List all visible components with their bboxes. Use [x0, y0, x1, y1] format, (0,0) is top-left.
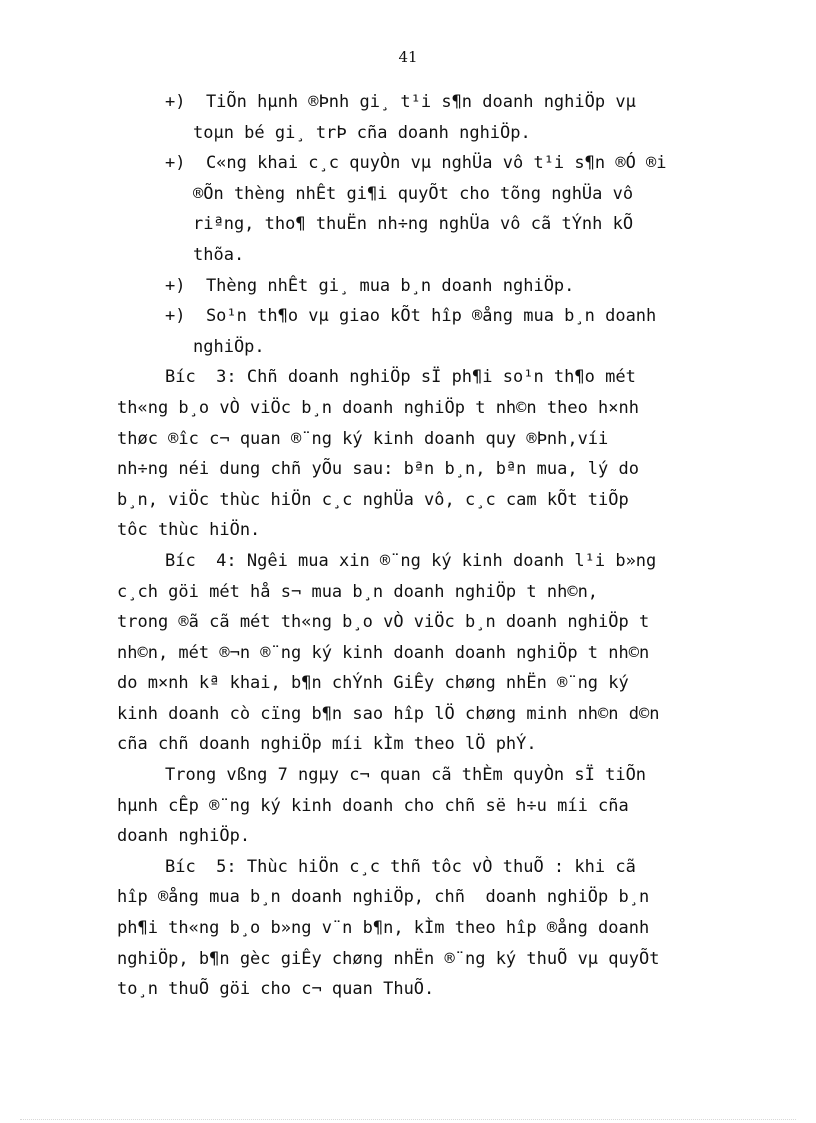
text-line: to¸n thuÕ göi cho c¬ quan ThuÕ. — [117, 979, 435, 1000]
text-line: hîp ®ång mua b¸n doanh nghiÖp, chñ doanh nghiÖp b¸n — [117, 887, 650, 908]
text-line: Bíc 5: Thùc hiÖn c¸c thñ tôc vÒ thuÕ : khi cã — [165, 856, 636, 877]
text-line: kinh doanh cò cïng b¶n sao hîp lÖ chøng minh nh©n d©n — [117, 703, 660, 724]
text-line: +) So¹n th¶o vµ giao kÕt hîp ®ång mua b¸n doanh — [165, 306, 657, 327]
text-line: thõa. — [193, 244, 245, 265]
text-line: +) Thèng nhÊt gi¸ mua b¸n doanh nghiÖp. — [165, 275, 575, 296]
text-line: cña chñ doanh nghiÖp míi kÌm theo lÖ phÝ. — [117, 734, 537, 755]
text-line: Bíc 4: Ngêi mua xin ®¨ng ký kinh doanh l¹i b»ng — [165, 550, 657, 571]
text-line: nghiÖp. — [193, 336, 265, 357]
text-line: tôc thùc hiÖn. — [117, 520, 261, 541]
text-line: doanh nghiÖp. — [117, 826, 251, 847]
body-text — [117, 87, 737, 1005]
text-line: toµn bé gi¸ trÞ cña doanh nghiÖp. — [193, 122, 531, 143]
page-bottom-divider — [20, 1119, 796, 1120]
text-line: ®Õn thèng nhÊt gi¶i quyÕt cho tõng nghÜa vô — [193, 183, 634, 204]
text-line: th«ng b¸o vÒ viÖc b¸n doanh nghiÖp t nh©n theo h×nh — [117, 397, 639, 418]
text-line: c¸ch göi mét hå s¬ mua b¸n doanh nghiÖp t nh©n, — [117, 581, 599, 602]
text-line: nh©n, mét ®¬n ®¨ng ký kinh doanh doanh nghiÖp t nh©n — [117, 642, 650, 663]
text-line: Bíc 3: Chñ doanh nghiÖp sÏ ph¶i so¹n th¶o mét — [165, 367, 636, 388]
page-number: 41 — [398, 48, 418, 66]
text-line: +) TiÕn hµnh ®Þnh gi¸ t¹i s¶n doanh nghiÖp vµ — [165, 92, 636, 112]
text-line: trong ®ã cã mét th«ng b¸o vÒ viÖc b¸n doanh nghiÖp t — [117, 612, 650, 633]
text-line: Trong vßng 7 ngµy c¬ quan cã thÈm quyÒn sÏ tiÕn — [165, 765, 647, 786]
text-line: nh÷ng néi dung chñ yÕu sau: bªn b¸n, bªn mua, lý do — [117, 459, 639, 480]
text-line: b¸n, viÖc thùc hiÖn c¸c nghÜa vô, c¸c cam kÕt tiÕp — [117, 489, 629, 510]
text-line: ph¶i th«ng b¸o b»ng v¨n b¶n, kÌm theo hîp ®ång doanh — [117, 918, 650, 939]
text-line: hµnh cÊp ®¨ng ký kinh doanh cho chñ së h÷u míi cña — [117, 795, 629, 816]
text-line: riªng, tho¶ thuËn nh÷ng nghÜa vô cã tÝnh kÕ — [193, 214, 634, 235]
text-line: do m×nh kª khai, b¶n chÝnh GiÊy chøng nhËn ®¨ng ký — [117, 673, 629, 694]
text-line: nghiÖp, b¶n gèc giÊy chøng nhËn ®¨ng ký thuÕ vµ quyÕt — [117, 948, 660, 969]
text-line: thøc ®îc c¬ quan ®¨ng ký kinh doanh quy ®Þnh,víi — [117, 428, 609, 449]
text-line: +) C«ng khai c¸c quyÒn vµ nghÜa vô t¹i s¶n ®Ó ®i — [165, 153, 667, 174]
